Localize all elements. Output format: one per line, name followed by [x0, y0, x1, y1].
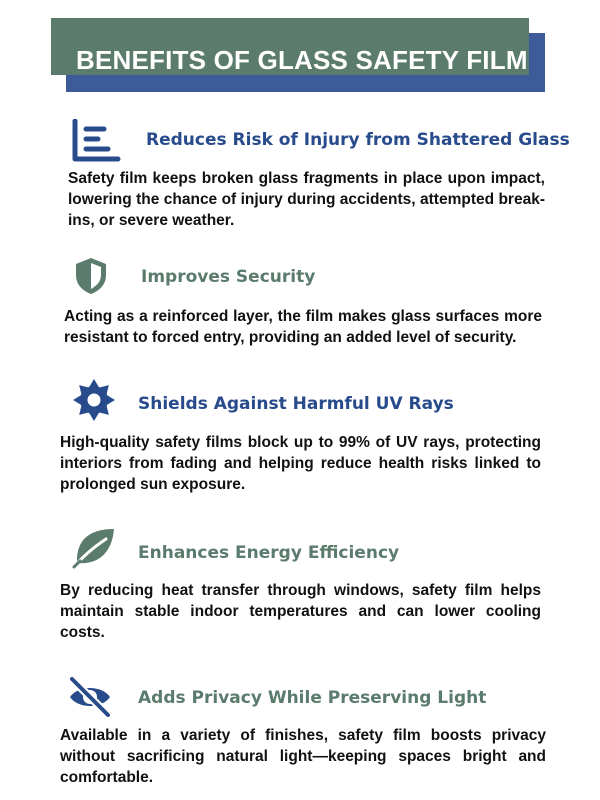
benefit-description: Safety film keeps broken glass fragments in place upon impact, lowering the chance of injury during accidents, attempted break-ins, or severe weather.	[68, 170, 545, 229]
eye-slash-icon	[66, 673, 114, 726]
benefit-heading: Shields Against Harmful UV Rays	[138, 394, 454, 414]
leaf-icon	[72, 527, 118, 574]
sun-icon	[71, 377, 117, 428]
benefit-description: Available in a variety of finishes, safety film boosts privacy without sacrificing natural light—keeping spaces bright and comfortable.	[60, 727, 546, 786]
benefit-description: By reducing heat transfer through windows, safety film helps maintain stable indoor temperatures and can lower cooling costs.	[60, 582, 541, 641]
shield-icon	[73, 256, 109, 301]
benefit-description: High-quality safety films block up to 99% of UV rays, protecting interiors from fading and helping reduce health risks linked to prolonged sun exposure.	[60, 434, 541, 493]
list-icon	[70, 119, 122, 168]
title-banner	[51, 18, 529, 75]
benefit-description: Acting as a reinforced layer, the film makes glass surfaces more resistant to forced entry, providing an added level of security.	[64, 308, 542, 346]
benefit-heading: Improves Security	[141, 267, 316, 287]
benefit-heading: Reduces Risk of Injury from Shattered Glass	[146, 130, 570, 150]
benefit-heading: Adds Privacy While Preserving Light	[138, 688, 487, 708]
page-title: BENEFITS OF GLASS SAFETY FILM	[76, 45, 528, 75]
benefit-heading: Enhances Energy Efficiency	[138, 543, 400, 563]
